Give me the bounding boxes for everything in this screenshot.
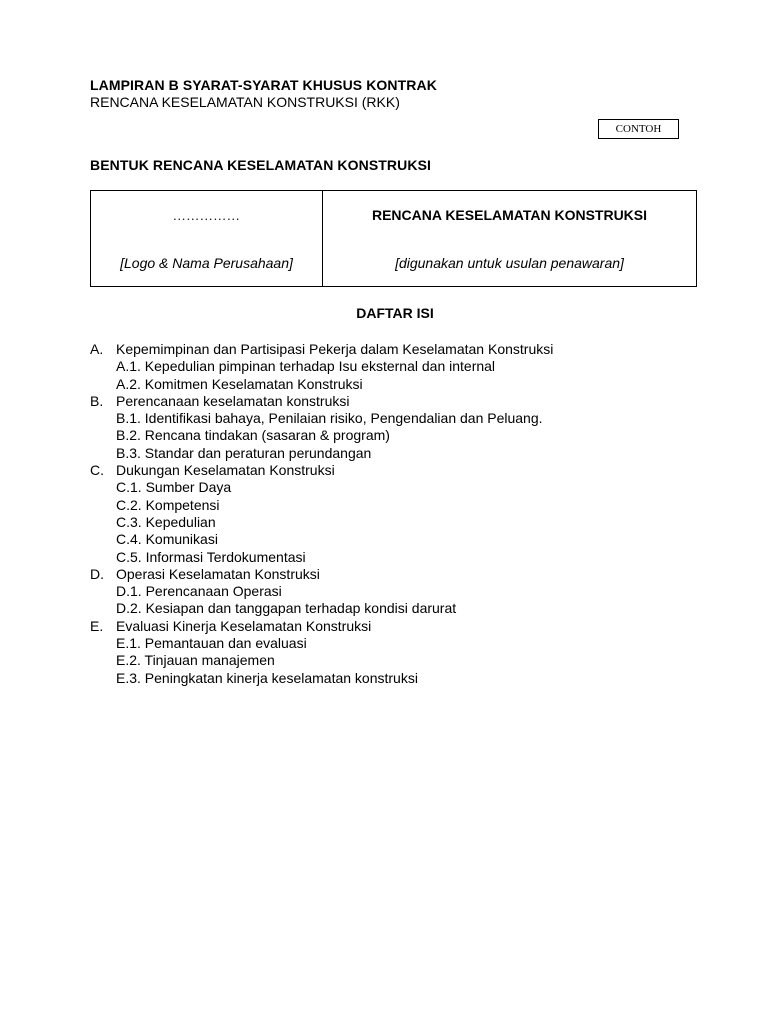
toc-section-label: E. [90,617,104,634]
company-cell [91,191,323,286]
company-logo-label: [Logo & Nama Perusahaan] [120,255,293,271]
toc-section [90,393,710,410]
toc-subitem: C.5. Informasi Terdokumentasi [116,548,306,565]
toc-section-text: Perencanaan keselamatan konstruksi [116,392,350,409]
plan-purpose-note: [digunakan untuk usulan penawaran] [395,255,624,271]
toc-subitem: C.2. Kompetensi [116,496,220,513]
appendix-subtitle: RENCANA KESELAMATAN KONSTRUKSI (RKK) [90,94,400,110]
appendix-title: LAMPIRAN B SYARAT-SYARAT KHUSUS KONTRAK [90,77,437,93]
toc-section-label: C. [90,462,104,479]
toc-subitem: E.2. Tinjauan manajemen [116,652,275,669]
company-placeholder-dots: …………… [172,208,241,223]
toc-subitem: D.1. Perencanaan Operasi [116,583,282,600]
form-header-table [90,190,697,287]
toc-section [90,566,710,583]
toc-subitem: C.1. Sumber Daya [116,479,232,496]
toc-subitem: C.4. Komunikasi [116,531,218,548]
toc-section-text: Evaluasi Kinerja Keselamatan Konstruksi [116,617,372,634]
plan-title: RENCANA KESELAMATAN KONSTRUKSI [371,207,648,223]
toc-subitem: E.3. Peningkatan kinerja keselamatan konstruksi [116,669,418,686]
toc-subitem: B.1. Identifikasi bahaya, Penilaian risiko, Pengendalian dan Peluang. [116,410,543,427]
toc-subitem: B.3. Standar dan peraturan perundangan [116,444,372,461]
contoh-label-box: CONTOH [598,119,679,139]
toc-section [90,341,710,358]
toc-section [90,462,710,479]
toc-subitem: A.2. Komitmen Keselamatan Konstruksi [116,375,363,392]
toc-section-label: A. [90,341,104,357]
toc-subitem: D.2. Kesiapan dan tanggapan terhadap kondisi darurat [116,600,457,617]
toc-subitem: A.1. Kepedulian pimpinan terhadap Isu eksternal dan internal [116,358,496,375]
toc-subitem: E.1. Pemantauan dan evaluasi [116,635,307,652]
form-title: BENTUK RENCANA KESELAMATAN KONSTRUKSI [90,157,431,173]
toc-section-text: Operasi Keselamatan Konstruksi [116,565,320,582]
toc-section-text: Kepemimpinan dan Partisipasi Pekerja dalam Keselamatan Konstruksi [116,341,554,357]
toc-section [90,618,710,635]
toc-section-label: B. [90,392,104,409]
toc-title: DAFTAR ISI [356,305,434,321]
toc-subitem: B.2. Rencana tindakan (sasaran & program) [116,427,390,444]
toc-section-text: Dukungan Keselamatan Konstruksi [116,462,335,479]
toc-section-label: D. [90,565,104,582]
plan-title-cell [323,191,696,286]
table-of-contents [90,341,710,687]
toc-subitem: C.3. Kepedulian [116,513,216,530]
